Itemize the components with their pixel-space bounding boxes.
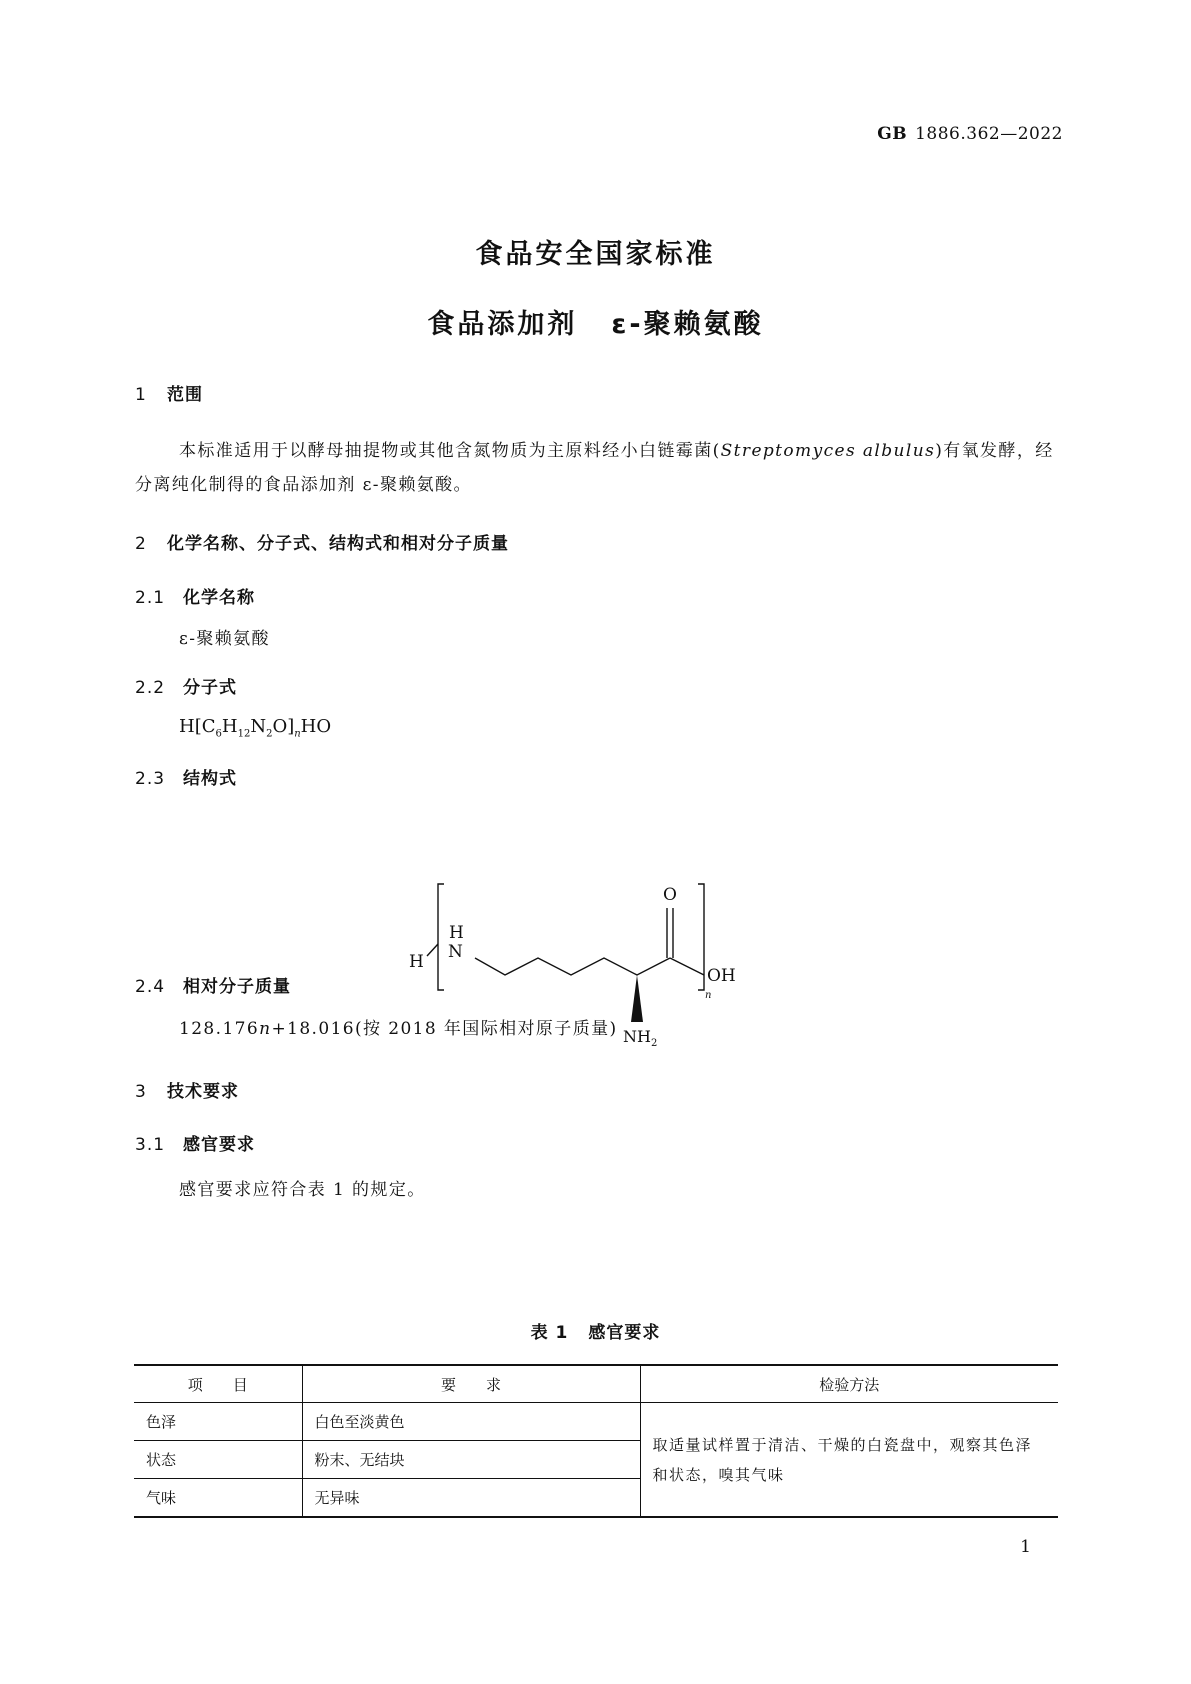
section-heading-1: 1 范围 bbox=[135, 385, 203, 405]
section-heading-2-4: 2.4 相对分子质量 bbox=[135, 977, 291, 997]
molecular-formula: $H[C_6H_{12}N_2O]_nHO$ bbox=[179, 716, 332, 740]
struct-nh2: $NH_2$ bbox=[623, 1027, 658, 1049]
species-name: Streptomyces albulus bbox=[720, 441, 936, 461]
subtitle-prefix: 食品添加剂 bbox=[427, 309, 578, 340]
table-header-row bbox=[134, 1365, 1058, 1403]
struct-o: O bbox=[663, 885, 677, 905]
standard-code bbox=[877, 124, 1063, 144]
header-method: 检验方法 bbox=[640, 1365, 1058, 1403]
section-heading-2-1: 2.1 化学名称 bbox=[135, 588, 255, 608]
header-item: 项 目 bbox=[134, 1365, 302, 1403]
row-requirement: 白色至淡黄色 bbox=[302, 1403, 640, 1441]
subtitle-name: ε-聚赖氨酸 bbox=[611, 309, 764, 340]
section-heading-3: 3 技术要求 bbox=[135, 1082, 239, 1102]
scope-paragraph: 本标准适用于以酵母抽提物或其他含氮物质为主原料经小白链霉菌(Streptomyces albulus)有氧发酵，经分离纯化制得的食品添加剂 ε-聚赖氨酸。 bbox=[135, 441, 1054, 495]
section-heading-3-1: 3.1 感官要求 bbox=[135, 1135, 255, 1155]
struct-n: n bbox=[705, 990, 712, 1001]
standard-number: 1886.362—2022 bbox=[915, 124, 1063, 144]
row-method: 取适量试样置于清洁、干燥的白瓷盘中，观察其色泽和状态，嗅其气味 bbox=[640, 1403, 1058, 1518]
struct-oh: OH bbox=[707, 966, 736, 986]
document-title: 食品安全国家标准 bbox=[475, 239, 716, 270]
molecular-mass: 128.176n+18.016(按 2018 年国际相对原子质量) bbox=[179, 1019, 618, 1039]
structural-formula bbox=[405, 872, 785, 1049]
row-item: 状态 bbox=[134, 1441, 302, 1479]
row-item: 色泽 bbox=[134, 1403, 302, 1441]
row-requirement: 无异味 bbox=[302, 1479, 640, 1518]
section-heading-2-2: 2.2 分子式 bbox=[135, 678, 237, 698]
struct-nh-h: H bbox=[449, 923, 464, 943]
document-subtitle bbox=[0, 302, 1191, 341]
section-heading-2-3: 2.3 结构式 bbox=[135, 769, 237, 789]
table-row bbox=[134, 1403, 1058, 1441]
standard-prefix: GB bbox=[877, 124, 908, 144]
struct-h-left: H bbox=[409, 952, 424, 972]
sensory-table bbox=[134, 1364, 1058, 1518]
chemical-name: ε-聚赖氨酸 bbox=[179, 629, 270, 649]
table-title: 表 1 感官要求 bbox=[530, 1323, 661, 1343]
struct-nh-n: N bbox=[448, 942, 463, 962]
row-item: 气味 bbox=[134, 1479, 302, 1518]
row-requirement: 粉末、无结块 bbox=[302, 1441, 640, 1479]
sensory-requirement-text: 感官要求应符合表 1 的规定。 bbox=[179, 1180, 426, 1200]
header-requirement: 要 求 bbox=[302, 1365, 640, 1403]
page-number: 1 bbox=[1020, 1537, 1031, 1557]
section-heading-2: 2 化学名称、分子式、结构式和相对分子质量 bbox=[135, 534, 509, 554]
